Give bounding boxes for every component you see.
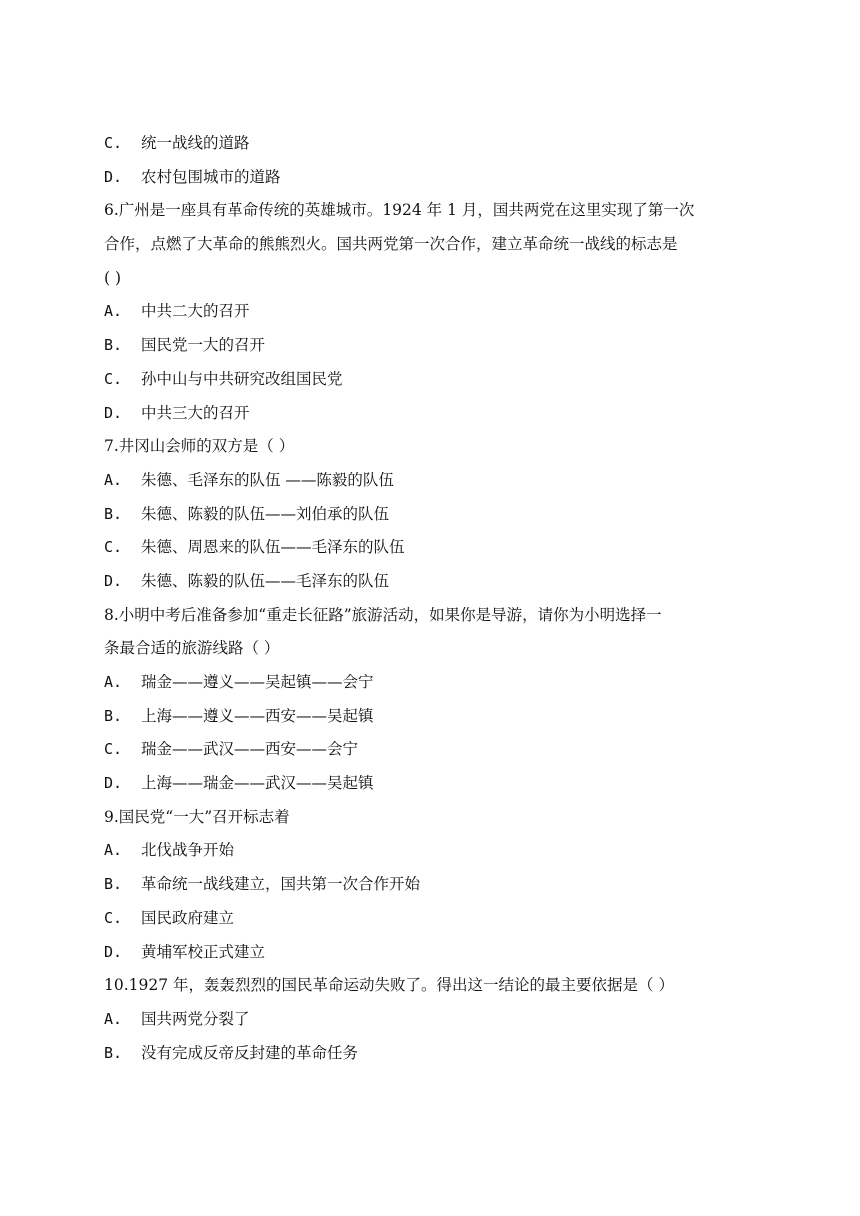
option-letter: B. [104,706,123,725]
answer-option [104,363,758,397]
question-stem-continued: ( ) [104,268,122,287]
option-text: 瑞金——遵义——吴起镇——会宁 [141,673,374,691]
option-letter: D. [104,167,123,186]
answer-option [104,464,758,498]
answer-option [104,329,758,363]
question-stem-continued: 条最合适的旅游线路（ ） [104,639,280,658]
option-text: 孙中山与中共研究改组国民党 [141,369,343,388]
option-text: 国民政府建立 [141,908,235,927]
option-text: 朱德、周恩来的队伍——毛泽东的队伍 [141,538,405,557]
option-letter: B. [104,504,123,523]
answer-option [104,666,758,700]
answer-option [104,498,758,532]
question-stem: 8.小明中考后准备参加“重走长征路”旅游活动，如果你是导游，请你为小明选择一 [104,605,662,624]
answer-option [104,295,758,329]
answer-option [104,397,758,431]
option-letter: C. [104,369,123,388]
option-text: 朱德、陈毅的队伍——毛泽东的队伍 [141,571,390,590]
option-text: 农村包围城市的道路 [141,167,281,186]
option-letter: C. [104,134,123,152]
option-text: 革命统一战线建立，国共第一次合作开始 [141,875,421,894]
option-text: 国共两党分裂了 [141,1009,250,1028]
option-text: 朱德、陈毅的队伍——刘伯承的队伍 [141,504,390,523]
option-letter: D. [104,774,123,793]
option-text: 黄埔军校正式建立 [141,942,266,961]
option-text: 朱德、毛泽东的队伍 ——陈毅的队伍 [141,470,394,489]
option-letter: A. [104,673,123,691]
option-letter: A. [104,302,123,321]
option-text: 统一战线的道路 [141,134,250,152]
option-text: 中共三大的召开 [141,403,250,422]
option-text: 中共二大的召开 [141,302,250,321]
option-letter: D. [104,571,123,590]
answer-option [104,834,758,868]
answer-option [104,902,758,936]
option-letter: D. [104,403,123,422]
question-stem: 6.广州是一座具有革命传统的英雄城市。1924 年 1 月，国共两党在这里实现了第一次 [104,201,695,220]
option-letter: C. [104,908,123,927]
option-letter: D. [104,942,123,961]
option-text: 瑞金——武汉——西安——会宁 [141,740,359,759]
question-stem: 10.1927 年，轰轰烈烈的国民革命运动失败了。得出这一结论的最主要依据是（ ） [104,976,674,995]
question-stem: 7.井冈山会师的双方是（ ） [104,437,295,456]
option-letter: B. [104,336,123,355]
option-letter: B. [104,1043,123,1062]
question-stem: 9.国民党“一大”召开标志着 [104,807,290,826]
answer-option [104,1037,758,1071]
answer-option [104,127,758,161]
option-letter: C. [104,740,123,759]
answer-option [104,733,758,767]
answer-option [104,161,758,195]
option-text: 北伐战争开始 [141,841,235,860]
option-text: 国民党一大的召开 [141,336,266,355]
option-text: 上海——瑞金——武汉——吴起镇 [141,774,374,793]
option-letter: B. [104,875,123,894]
question-stem-continued: 合作，点燃了大革命的熊熊烈火。国共两党第一次合作，建立革命统一战线的标志是 [104,235,678,254]
answer-option [104,565,758,599]
answer-option [104,936,758,970]
exam-content [104,127,758,1070]
option-letter: A. [104,470,123,489]
answer-option [104,531,758,565]
option-text: 没有完成反帝反封建的革命任务 [141,1043,359,1062]
answer-option [104,767,758,801]
option-text: 上海——遵义——西安——吴起镇 [141,706,374,725]
option-letter: C. [104,538,123,557]
option-letter: A. [104,841,123,860]
answer-option [104,700,758,734]
answer-option [104,1003,758,1037]
option-letter: A. [104,1009,123,1028]
answer-option [104,868,758,902]
